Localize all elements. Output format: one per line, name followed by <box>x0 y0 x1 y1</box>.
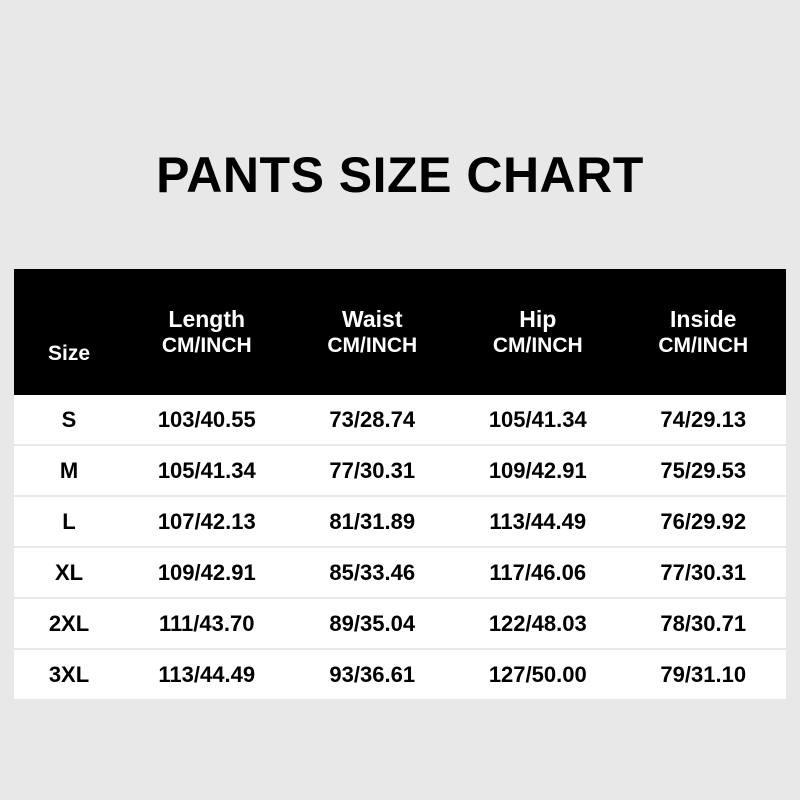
table-row <box>14 598 786 649</box>
cell-inside: 77/30.31 <box>621 547 787 598</box>
cell-hip: 117/46.06 <box>455 547 621 598</box>
cell-waist: 85/33.46 <box>290 547 456 598</box>
cell-waist: 77/30.31 <box>290 445 456 496</box>
column-header-length <box>124 269 290 395</box>
cell-size: 3XL <box>14 649 124 699</box>
table-row <box>14 649 786 699</box>
size-chart-table-wrapper <box>14 269 786 699</box>
column-header-length-unit: CM/INCH <box>161 334 252 358</box>
column-header-size-label: Size <box>47 342 91 366</box>
column-header-size <box>14 269 124 395</box>
table-row <box>14 395 786 445</box>
cell-size: M <box>14 445 124 496</box>
cell-hip: 127/50.00 <box>455 649 621 699</box>
column-header-waist-unit: CM/INCH <box>327 334 418 358</box>
cell-waist: 89/35.04 <box>290 598 456 649</box>
cell-inside: 75/29.53 <box>621 445 787 496</box>
cell-hip: 122/48.03 <box>455 598 621 649</box>
cell-hip: 113/44.49 <box>455 496 621 547</box>
cell-hip: 109/42.91 <box>455 445 621 496</box>
table-row <box>14 445 786 496</box>
cell-inside: 74/29.13 <box>621 395 787 445</box>
table-row <box>14 496 786 547</box>
cell-length: 105/41.34 <box>124 445 290 496</box>
column-header-hip-label: Hip <box>519 306 557 333</box>
column-header-waist-label: Waist <box>342 306 403 333</box>
size-chart-table <box>14 269 786 699</box>
cell-size: XL <box>14 547 124 598</box>
table-header-row <box>14 269 786 395</box>
cell-size: 2XL <box>14 598 124 649</box>
cell-waist: 81/31.89 <box>290 496 456 547</box>
table-header <box>14 269 786 395</box>
column-header-hip <box>455 269 621 395</box>
column-header-inside <box>621 269 787 395</box>
cell-length: 107/42.13 <box>124 496 290 547</box>
cell-size: S <box>14 395 124 445</box>
column-header-waist <box>290 269 456 395</box>
column-header-inside-label: Inside <box>670 306 737 333</box>
page-title: PANTS SIZE CHART <box>156 147 644 203</box>
cell-inside: 76/29.92 <box>621 496 787 547</box>
column-header-hip-unit: CM/INCH <box>492 334 583 358</box>
column-header-inside-unit: CM/INCH <box>658 334 749 358</box>
cell-length: 113/44.49 <box>124 649 290 699</box>
cell-length: 103/40.55 <box>124 395 290 445</box>
cell-waist: 73/28.74 <box>290 395 456 445</box>
cell-inside: 78/30.71 <box>621 598 787 649</box>
table-row <box>14 547 786 598</box>
cell-length: 111/43.70 <box>124 598 290 649</box>
table-body <box>14 395 786 699</box>
cell-waist: 93/36.61 <box>290 649 456 699</box>
cell-length: 109/42.91 <box>124 547 290 598</box>
cell-inside: 79/31.10 <box>621 649 787 699</box>
cell-size: L <box>14 496 124 547</box>
cell-hip: 105/41.34 <box>455 395 621 445</box>
column-header-length-label: Length <box>168 306 246 333</box>
